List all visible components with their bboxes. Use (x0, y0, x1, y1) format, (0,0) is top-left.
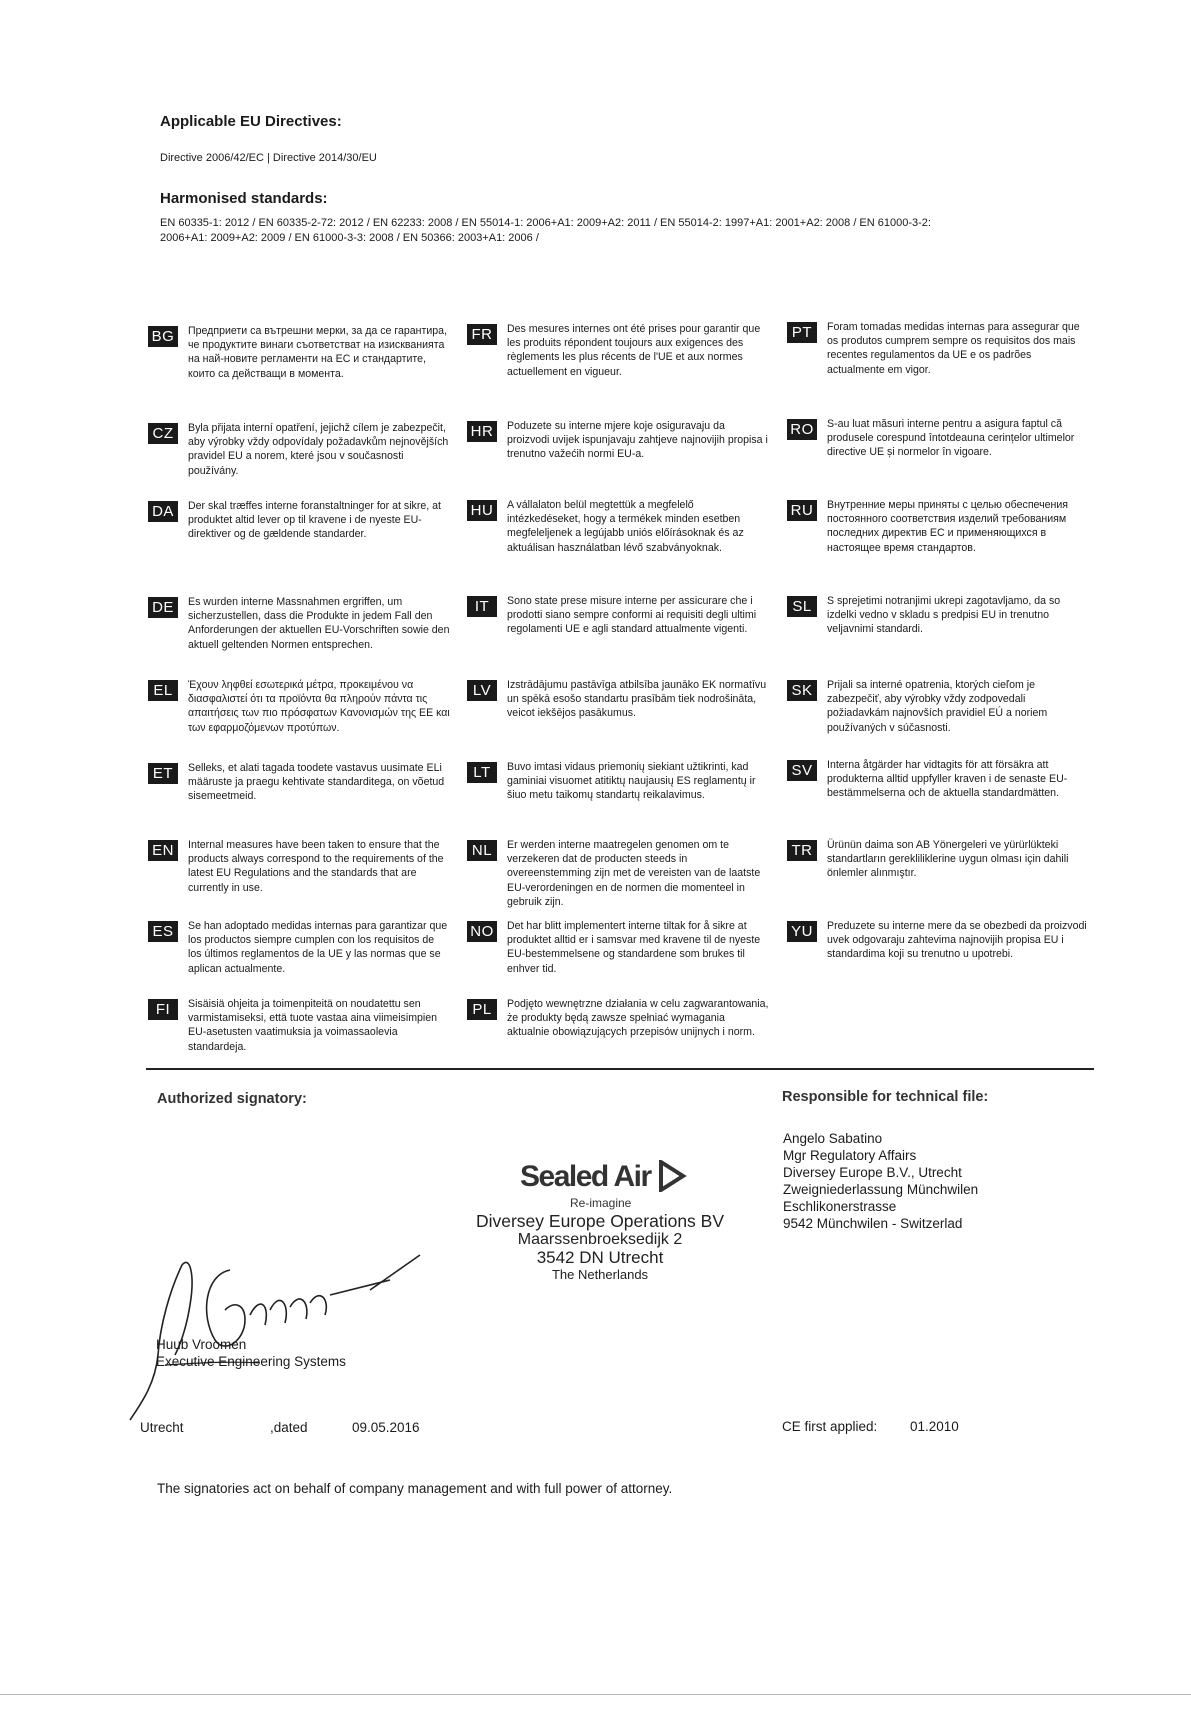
lang-text: Sisäisiä ohjeita ja toimenpiteitä on noudatettu sen varmistamiseksi, että tuote vastaa aina viimeisimpien EU-asetusten vaatimuksia ja voimassaolevia standardeja. (188, 998, 438, 1053)
lang-code-badge: ET (148, 763, 178, 784)
lang-code-badge: FI (148, 999, 178, 1020)
page-bottom-line (0, 1694, 1191, 1695)
lang-code-badge: CZ (148, 423, 178, 444)
technical-line: Angelo Sabatino (783, 1131, 883, 1146)
lang-code-badge: DE (148, 597, 178, 618)
lang-text: Preduzete su interne mere da se obezbedi da proizvodi uvek odgovaraju zahtevima najnovijih propisa EU i standardima koji su trenutno u upotrebi. (827, 920, 1087, 961)
company-name: Diversey Europe Operations BV (475, 1211, 725, 1231)
lang-text: Det har blitt implementert interne tiltak for å sikre at produktet alltid er i samsvar med kravene til de nyeste EU-bestemmelsene og standardene som brukes til enhver tid. (507, 920, 761, 975)
lang-code-badge: LV (467, 680, 497, 701)
lang-text: Selleks, et alati tagada toodete vastavus uusimate ELi määruste ja praegu kehtivate standarditega, on võetud sisemeetmeid. (188, 762, 445, 803)
lang-text: Foram tomadas medidas internas para assegurar que os produtos cumprem sempre os requisitos dos mais recentes regulamentos da UE e os padrões actualmente em vigor. (827, 321, 1080, 376)
lang-code-badge: IT (467, 596, 497, 617)
lang-text: Internal measures have been taken to ensure that the products always correspond to the requirements of the latest EU Regulations and the standards that are currently in use. (188, 839, 444, 894)
lang-code-badge: ES (148, 921, 178, 942)
sign-date: 09.05.2016 (352, 1420, 420, 1435)
lang-text: A vállalaton belül megtettük a megfelelő intézkedéseket, hogy a termékek minden esetben megfeleljenek a legújabb uniós előírásoknak és az aktuálisan használatban lévő szabványoknak. (507, 499, 744, 554)
company-street: Maarssenbroeksedijk 2 (517, 1231, 683, 1248)
signatory-role: Executive Engineering Systems (156, 1354, 346, 1369)
company-country: The Netherlands (551, 1267, 649, 1282)
lang-text: Prijali sa interné opatrenia, ktorých cieľom je zabezpečiť, aby výrobky vždy zodpovedali požiadavkám najnovších pravidiel EÚ a noriem používaných v súčasnosti. (827, 679, 1048, 734)
company-logo (520, 1160, 687, 1194)
technical-file-title: Responsible for technical file: (782, 1089, 989, 1105)
lang-text: Buvo imtasi vidaus priemonių siekiant užtikrinti, kad gaminiai visuomet atitiktų naujausių ES reglamentų ir šiuo metu taikomų standartų reikalavimus. (507, 761, 756, 802)
lang-code-badge: EN (148, 840, 178, 861)
lang-code-badge: EL (148, 680, 178, 701)
lang-text: Sono state prese misure interne per assicurare che i prodotti siano sempre conformi ai requisiti degli ultimi regolamenti UE e agli standard attualmente vigenti. (507, 595, 757, 636)
lang-code-badge: PL (467, 999, 497, 1020)
lang-code-badge: DA (148, 501, 178, 522)
lang-code-badge: HR (467, 421, 497, 442)
lang-text: Der skal træffes interne foranstaltninger for at sikre, at produktet altid lever op til kravene i de nyeste EU-direktiver og de gældende standarder. (188, 500, 441, 541)
lang-code-badge: NL (467, 840, 497, 861)
authorized-signatory-title: Authorized signatory: (157, 1091, 307, 1107)
lang-code-badge: RU (787, 500, 817, 521)
lang-code-badge: YU (787, 921, 817, 942)
lang-code-badge: PT (787, 322, 817, 343)
lang-text: Des mesures internes ont été prises pour garantir que les produits répondent toujours aux exigences des règlements les plus récents de l'UE et aux normes actuellement en vigueur. (507, 323, 761, 378)
company-city: 3542 DN Utrecht (536, 1248, 664, 1267)
signatory-name: Huub Vroomen (156, 1337, 247, 1352)
lang-text: Se han adoptado medidas internas para garantizar que los productos siempre cumplen con los requisitos de los últimos reglamentos de la UE y las normas que se aplican actualmente. (188, 920, 448, 975)
company-tagline: Re-imagine (570, 1196, 632, 1210)
lang-text: Έχουν ληφθεί εσωτερικά μέτρα, προκειμένου να διασφαλιστεί ότι τα προϊόντα θα πληρούν πάντα τις απαιτήσεις των πιο πρόσφατων Κανονισμών της ΕΕ και των εφαρμοζόμενων προτύπων. (188, 679, 450, 734)
lang-code-badge: FR (467, 324, 497, 345)
standards-title: Harmonised standards: (160, 190, 328, 207)
sealed-air-logo-icon (657, 1160, 687, 1192)
sign-place: Utrecht (140, 1420, 184, 1435)
directives-text: Directive 2006/42/EC | Directive 2014/30/EU (160, 152, 377, 164)
directives-title: Applicable EU Directives: (160, 113, 342, 130)
lang-code-badge: NO (467, 921, 497, 942)
dated-label: ,dated (270, 1420, 308, 1435)
lang-text: Poduzete su interne mjere koje osiguravaju da proizvodi uvijek ispunjavaju zahtjeve najnovijih propisa i trenutno važećih normi EU-a. (507, 420, 768, 461)
footer-note: The signatories act on behalf of company management and with full power of attorney. (157, 1481, 673, 1496)
sealed-air-logo-text: Sealed Air (520, 1160, 651, 1193)
lang-text: Внутренние меры приняты с целью обеспечения постоянного соответствия изделий требованиям последних директив ЕС и применяющихся в настоящее время стандартов. (827, 499, 1069, 554)
lang-code-badge: SL (787, 596, 817, 617)
standards-line-2: 2006+A1: 2009+A2: 2009 / EN 61000-3-3: 2008 / EN 50366: 2003+A1: 2006 / (160, 232, 539, 244)
lang-code-badge: SV (787, 760, 817, 781)
lang-text: Byla přijata interní opatření, jejichž cílem je zabezpečit, aby výrobky vždy odpovídaly požadavkům nejnovějších pravidel EU a norem, které jsou v současnosti používány. (188, 422, 449, 477)
lang-text: Es wurden interne Massnahmen ergriffen, um sicherzustellen, dass die Produkte in jedem Fall den Anforderungen der aktuellen EU-Vorschriften sowie den aktuell geltenden Normen entsprechen. (188, 596, 450, 651)
ce-first-applied-label: CE first applied: (782, 1419, 878, 1434)
lang-text: Izstrādājumu pastāvīga atbilsība jaunāko EK normatīvu un spēkā esošo standartu prasībām tiek nodrošināta, veicot iekšējos pasākumus. (507, 679, 767, 720)
ce-first-applied-date: 01.2010 (910, 1419, 959, 1434)
lang-code-badge: SK (787, 680, 817, 701)
lang-text: Предприети са вътрешни мерки, за да се гарантира, че продуктите винаги съответстват на изискванията на най-новите регламенти на ЕС и стандартите, които са действащи в момента. (188, 325, 448, 380)
lang-code-badge: RO (787, 419, 817, 440)
technical-line: Zweigniederlassung Münchwilen (783, 1182, 979, 1197)
technical-line: Eschlikonerstrasse (783, 1199, 897, 1214)
standards-line-1: EN 60335-1: 2012 / EN 60335-2-72: 2012 / EN 62233: 2008 / EN 55014-1: 2006+A1: 2009+A2: 2011 / EN 55014-2: 1997+A1: 2001+A2: 2008 / EN 61000-3-2: (160, 217, 931, 229)
lang-text: Interna åtgärder har vidtagits för att försäkra att produkterna alltid uppfyller kraven i de senaste EU-bestämmelserna och de aktuella standardmätten. (827, 759, 1068, 800)
lang-text: S-au luat măsuri interne pentru a asigura faptul că produsele corespund întotdeauna cerințelor ultimelor directive UE și normelor în vigoare. (827, 418, 1075, 459)
lang-text: Podjęto wewnętrzne działania w celu zagwarantowania, że produkty będą zawsze spełniać wymagania aktualnie obowiązujących przepisów unijnych i norm. (507, 998, 769, 1039)
technical-line: 9542 Münchwilen - Switzerlad (783, 1216, 963, 1231)
lang-code-badge: BG (148, 326, 178, 347)
lang-text: S sprejetimi notranjimi ukrepi zagotavljamo, da so izdelki vedno v skladu s predpisi EU in trenutno veljavnimi standardi. (827, 595, 1061, 636)
lang-code-badge: LT (467, 762, 497, 783)
lang-code-badge: TR (787, 840, 817, 861)
lang-text: Ürünün daima son AB Yönergeleri ve yürürlükteki standartların gerekliliklerine uygun olması için dahili önlemler alınmıştır. (827, 839, 1069, 880)
technical-line: Diversey Europe B.V., Utrecht (783, 1165, 962, 1180)
lang-text: Er werden interne maatregelen genomen om te verzekeren dat de producten steeds in overeenstemming zijn met de vereisten van de laatste EU-verordeningen en de normen die momenteel in gebruik zijn. (507, 839, 761, 908)
technical-line: Mgr Regulatory Affairs (783, 1148, 917, 1163)
lang-code-badge: HU (467, 500, 497, 521)
section-divider (146, 1068, 1094, 1070)
